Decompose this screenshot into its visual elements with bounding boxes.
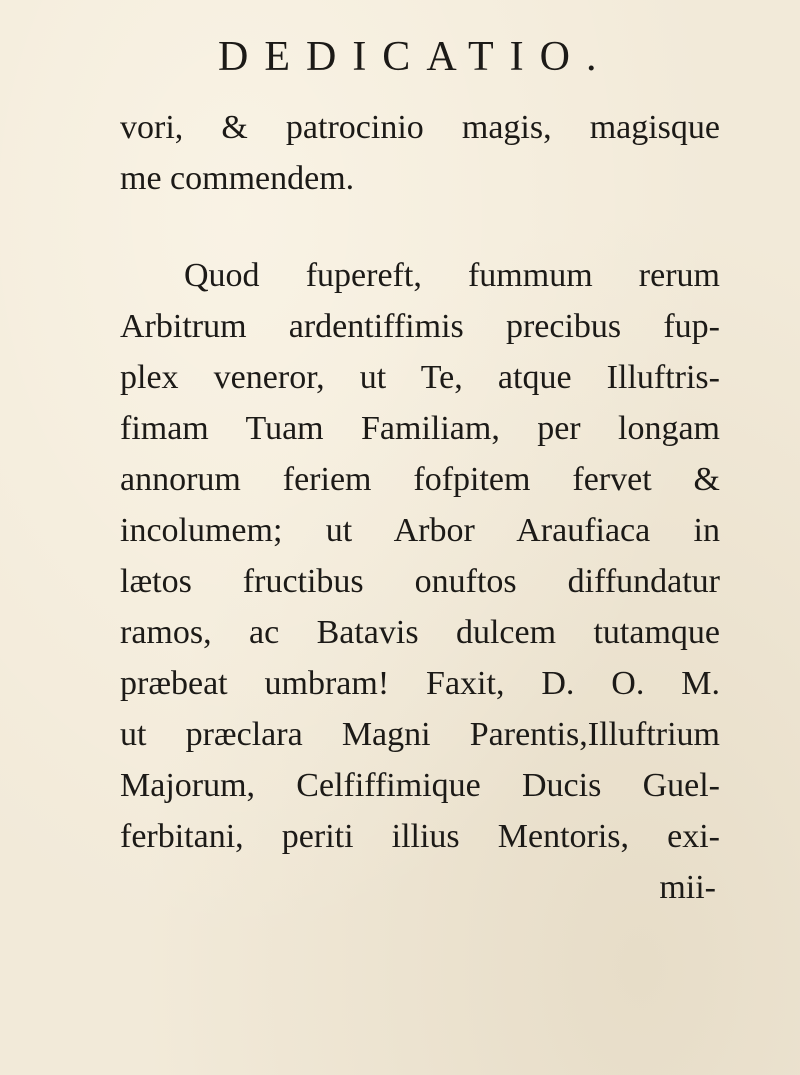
body-text [120, 102, 720, 913]
text-line: præbeat umbram! Faxit, D. O. M. [120, 665, 720, 702]
paragraph-gap [120, 204, 720, 250]
text-line: me commendem. [120, 160, 355, 197]
text-line: Arbitrum ardentiffimis precibus fup- [120, 308, 720, 345]
text-line: plex veneror, ut Te, atque Illuftris- [120, 359, 720, 396]
text-line: fimam Tuam Familiam, per longam [120, 410, 720, 447]
text-line: incolumem; ut Arbor Araufiaca in [120, 512, 720, 549]
text-line: ramos, ac Batavis dulcem tutamque [120, 614, 720, 651]
page-header: DEDICATIO. [218, 34, 613, 80]
text-line: Majorum, Celfiffimique Ducis Guel- [120, 767, 720, 804]
text-line: ferbitani, periti illius Mentoris, exi- [120, 818, 720, 855]
text-line: ut præclara Magni Parentis,Illuftrium [120, 716, 720, 753]
text-line: Quod fupereft, fummum rerum [184, 257, 720, 294]
text-line: annorum feriem fofpitem fervet & [120, 461, 720, 498]
text-line: vori, & patrocinio magis, magisque [120, 109, 720, 146]
text-line: lætos fructibus onuftos diffundatur [120, 563, 720, 600]
catchword: mii- [659, 869, 716, 906]
